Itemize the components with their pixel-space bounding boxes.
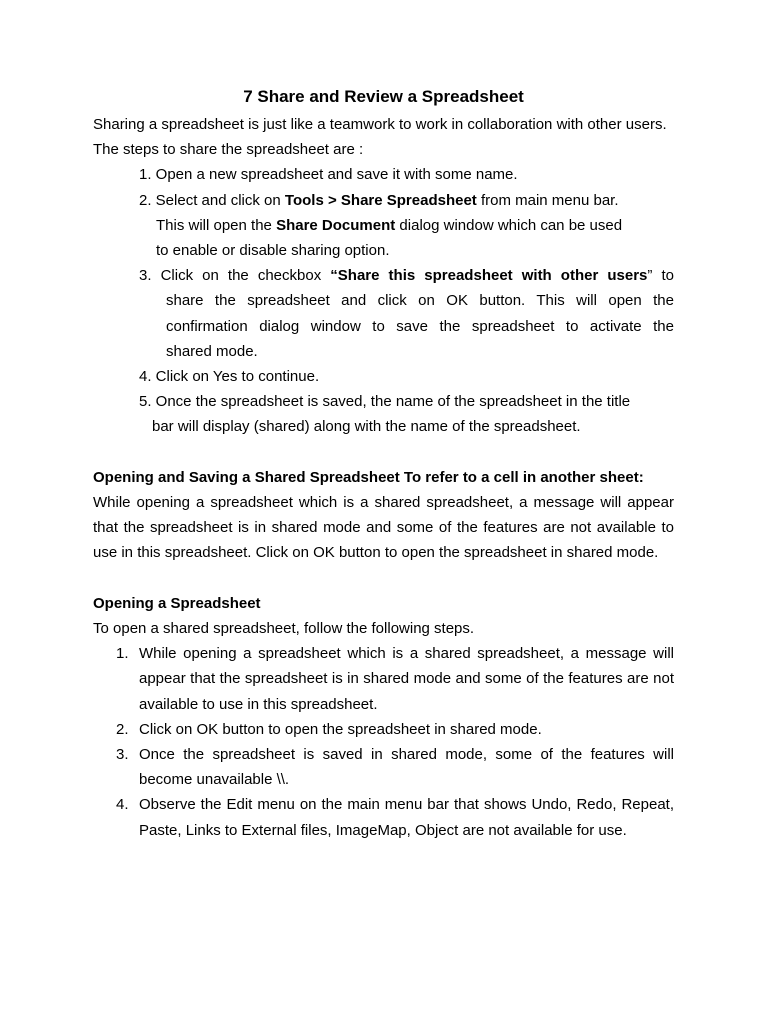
share-step-2-line2-pre: This will open the	[156, 216, 277, 234]
share-step-2-line-3: to enable or disable sharing option.	[156, 242, 390, 260]
share-step-4-text: 4. Click on Yes to continue.	[139, 368, 320, 386]
opening-step-3-text: Once the spreadsheet is saved in shared mode, some of the features will become unavailable \\.	[139, 746, 674, 789]
opening-step-1-number: 1.	[116, 645, 129, 663]
share-step-3-pre: 3. Click on the checkbox	[139, 267, 331, 285]
share-step-5	[93, 389, 674, 439]
section-heading-opening: Opening a Spreadsheet	[93, 594, 261, 612]
share-step-3	[93, 263, 674, 364]
opening-step-1	[93, 641, 674, 717]
share-steps-list	[93, 162, 674, 439]
opening-step-4-number: 4.	[116, 796, 129, 814]
opening-step-1-text: While opening a spreadsheet which is a shared spreadsheet, a message will appear that the spreadsheet is in shared mode and some of the features are not available to use in this spreadsheet.	[139, 645, 674, 713]
share-step-3-line-2: share the spreadsheet and click on OK button. This will open the	[166, 292, 674, 310]
share-step-1-text: 1. Open a new spreadsheet and save it with some name.	[139, 166, 518, 184]
share-step-5-line-2: bar will display (shared) along with the name of the spreadsheet.	[152, 418, 581, 436]
steps-intro: The steps to share the spreadsheet are :	[93, 141, 364, 159]
intro-paragraph: Sharing a spreadsheet is just like a teamwork to work in collaboration with other users.	[93, 116, 667, 133]
opening-step-4-text: Observe the Edit menu on the main menu bar that shows Undo, Redo, Repeat, Paste, Links to External files, ImageMap, Object are not available for use.	[139, 796, 674, 839]
opening-step-2-number: 2.	[116, 720, 129, 738]
page-title: 7 Share and Review a Spreadsheet	[243, 87, 524, 106]
share-step-1	[93, 162, 674, 187]
opening-step-2	[93, 717, 674, 742]
share-step-3-line-4: shared mode.	[166, 342, 258, 360]
share-step-5-line-1: 5. Once the spreadsheet is saved, the name of the spreadsheet in the title	[139, 393, 631, 411]
share-step-4	[93, 364, 674, 389]
share-step-2	[93, 188, 674, 264]
opening-step-3-number: 3.	[116, 746, 129, 764]
opening-step-2-text: Click on OK button to open the spreadsheet in shared mode.	[139, 720, 542, 738]
share-step-2-bold: Tools > Share Spreadsheet	[284, 191, 477, 209]
spacer	[93, 440, 674, 465]
share-step-3-bold: “Share this spreadsheet with other users	[330, 267, 648, 285]
section-intro-opening: To open a shared spreadsheet, follow the following steps.	[93, 620, 475, 638]
spacer	[93, 566, 674, 591]
share-step-2-post: from main menu bar.	[476, 191, 619, 209]
share-step-2-line-2	[93, 213, 674, 238]
opening-steps-list	[93, 641, 674, 843]
section-body-open-save: While opening a spreadsheet which is a shared spreadsheet, a message will appear that the spreadsheet is in shared mode and some of the features are not available to use in this spreadsheet. Click on OK button to open the spreadsheet in shared mode.	[93, 494, 674, 562]
share-step-3-line-3: confirmation dialog window to save the spreadsheet to activate the	[166, 317, 674, 335]
share-step-2-line2-post: dialog window which can be used	[395, 216, 623, 234]
section-heading-open-save: Opening and Saving a Shared Spreadsheet To refer to a cell in another sheet:	[93, 468, 644, 486]
share-step-3-line-1	[93, 263, 674, 288]
share-step-3-post: ” to	[647, 267, 674, 285]
share-step-2-line-1	[93, 188, 674, 213]
share-step-2-line2-bold: Share Document	[276, 216, 396, 234]
opening-step-4	[93, 792, 674, 842]
share-step-2-pre: 2. Select and click on	[139, 191, 285, 209]
opening-step-3	[93, 742, 674, 792]
